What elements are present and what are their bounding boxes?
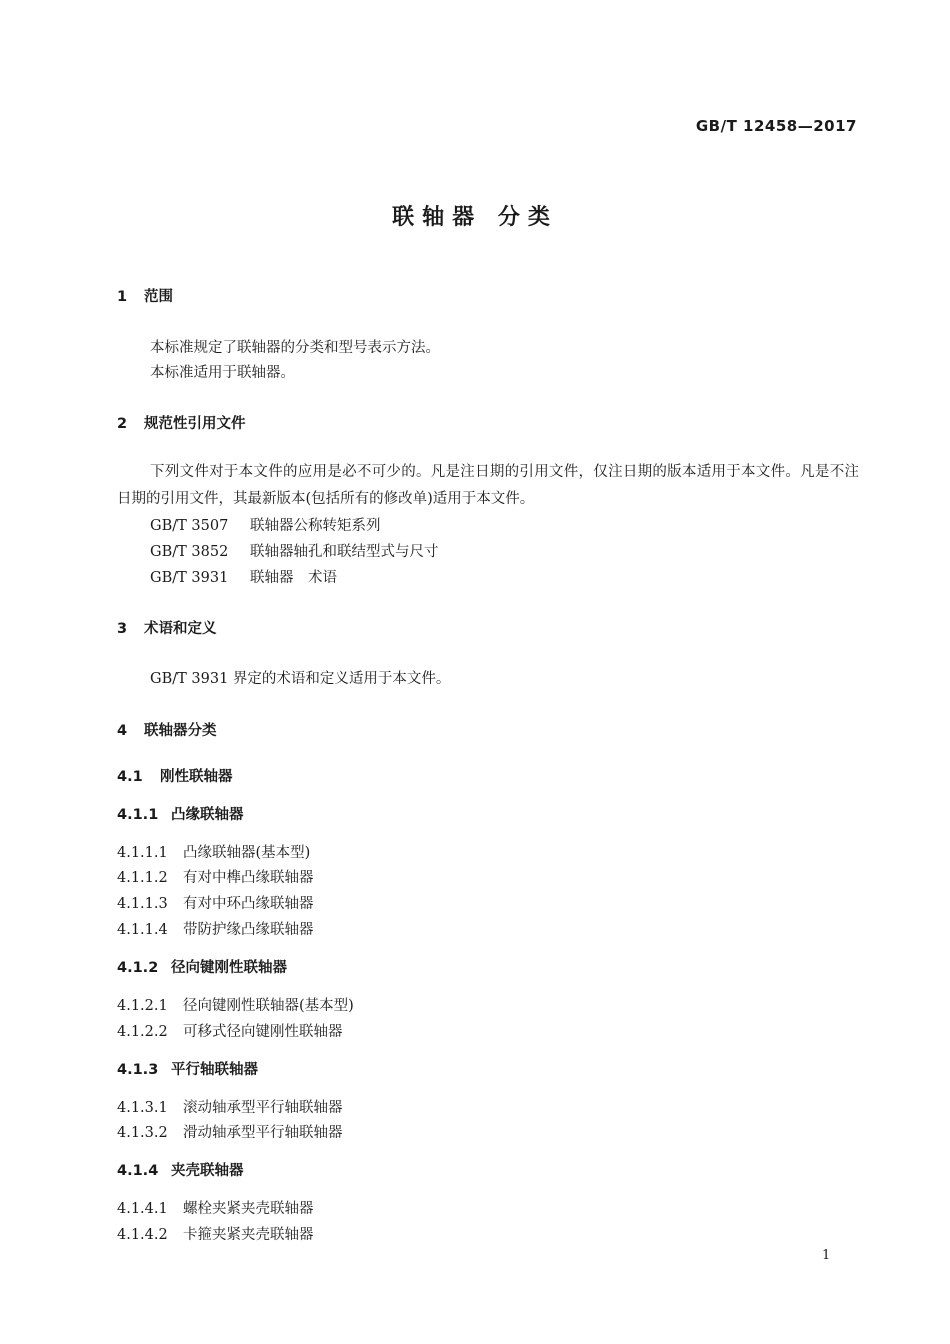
reference-item [150, 514, 381, 535]
item-number: 4.1.4.1 [117, 1201, 168, 1217]
paragraph: 本标准适用于联轴器。 [150, 365, 295, 381]
list-item [117, 994, 354, 1015]
list-item [117, 1223, 314, 1244]
section-4-heading [117, 719, 217, 740]
page-number: 1 [822, 1248, 831, 1263]
standard-code: GB/T 12458—2017 [695, 117, 857, 135]
section-title: 径向键刚性联轴器 [171, 960, 287, 976]
document-title: 联轴器 分类 [392, 205, 558, 230]
item-number: 4.1.2.1 [117, 998, 168, 1014]
list-item [117, 866, 314, 887]
section-number: 4.1.1 [117, 807, 159, 823]
section-number: 3 [117, 621, 128, 637]
section-number: 4.1.3 [117, 1062, 159, 1078]
item-text: 滑动轴承型平行轴联轴器 [183, 1125, 343, 1141]
item-number: 4.1.3.1 [117, 1100, 168, 1116]
list-item [117, 1121, 343, 1142]
reference-item [150, 540, 439, 561]
section-number: 2 [117, 416, 128, 432]
section-number: 4 [117, 723, 128, 739]
section-title: 术语和定义 [144, 621, 217, 637]
section-number: 1 [117, 289, 128, 305]
item-number: 4.1.1.3 [117, 896, 168, 912]
section-title: 刚性联轴器 [160, 769, 233, 785]
section-4-1-2-heading [117, 956, 287, 977]
section-4-1-4-heading [117, 1159, 244, 1180]
item-number: 4.1.1.2 [117, 870, 168, 886]
reference-title: 联轴器 术语 [250, 570, 337, 586]
reference-code: GB/T 3852 [150, 544, 229, 560]
item-text: 有对中环凸缘联轴器 [183, 896, 314, 912]
reference-item [150, 566, 337, 587]
list-item [117, 1020, 343, 1041]
section-3-heading [117, 617, 217, 638]
reference-code: GB/T 3931 [150, 570, 229, 586]
item-text: 有对中榫凸缘联轴器 [183, 870, 314, 886]
item-number: 4.1.1.1 [117, 845, 168, 861]
item-text: 可移式径向键刚性联轴器 [183, 1024, 343, 1040]
section-title: 平行轴联轴器 [171, 1062, 258, 1078]
section-title: 凸缘联轴器 [171, 807, 244, 823]
section-title: 范围 [144, 289, 173, 305]
paragraph: GB/T 3931 界定的术语和定义适用于本文件。 [150, 671, 451, 687]
item-number: 4.1.2.2 [117, 1024, 168, 1040]
section-2-heading [117, 412, 246, 433]
item-text: 卡箍夹紧夹壳联轴器 [183, 1227, 314, 1243]
list-item [117, 1096, 343, 1117]
paragraph: 本标准规定了联轴器的分类和型号表示方法。 [150, 340, 440, 356]
section-title: 联轴器分类 [144, 723, 217, 739]
item-number: 4.1.4.2 [117, 1227, 168, 1243]
list-item [117, 1197, 314, 1218]
reference-title: 联轴器轴孔和联结型式与尺寸 [250, 544, 439, 560]
item-text: 滚动轴承型平行轴联轴器 [183, 1100, 343, 1116]
section-number: 4.1.4 [117, 1163, 159, 1179]
item-text: 径向键刚性联轴器(基本型) [183, 998, 354, 1014]
list-item [117, 918, 314, 939]
section-number: 4.1 [117, 769, 143, 785]
section-4-1-3-heading [117, 1058, 258, 1079]
section-4-1-1-heading [117, 803, 244, 824]
section-1-heading [117, 285, 173, 306]
list-item [117, 892, 314, 913]
paragraph-intro: 下列文件对于本文件的应用是必不可少的。凡是注日期的引用文件，仅注日期的版本适用于本文件。凡是不注日期的引用文件，其最新版本(包括所有的修改单)适用于本文件。 [117, 464, 859, 507]
section-title: 规范性引用文件 [144, 416, 246, 432]
section-number: 4.1.2 [117, 960, 159, 976]
reference-title: 联轴器公称转矩系列 [250, 518, 381, 534]
section-title: 夹壳联轴器 [171, 1163, 244, 1179]
item-number: 4.1.3.2 [117, 1125, 168, 1141]
section-4-1-heading [117, 765, 233, 786]
item-text: 凸缘联轴器(基本型) [183, 845, 311, 861]
item-text: 带防护缘凸缘联轴器 [183, 922, 314, 938]
item-number: 4.1.1.4 [117, 922, 168, 938]
item-text: 螺栓夹紧夹壳联轴器 [183, 1201, 314, 1217]
list-item [117, 841, 310, 862]
reference-code: GB/T 3507 [150, 518, 229, 534]
